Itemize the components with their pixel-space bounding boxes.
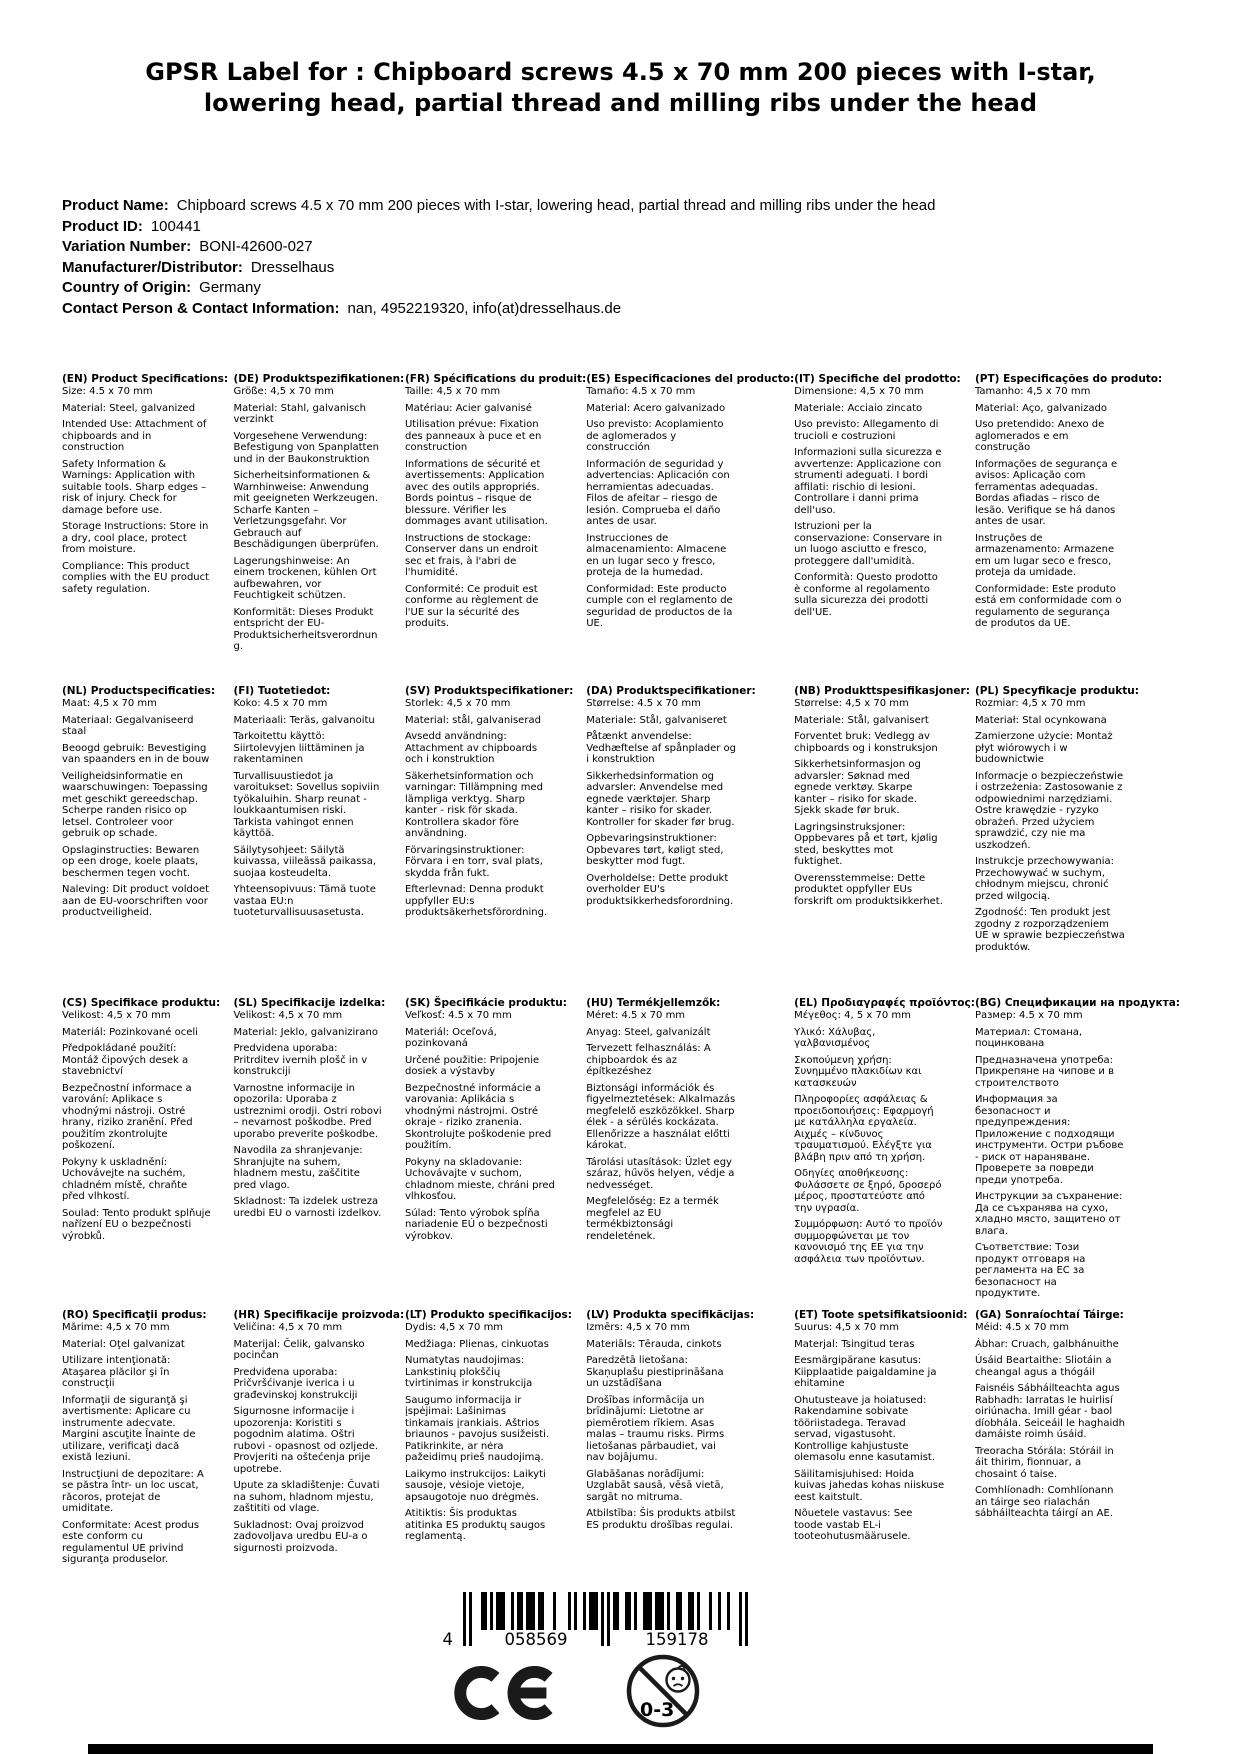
spec-paragraph: Skladnost: Ta izdelek ustreza uredbi EU o varnosti izdelkov. — [233, 1196, 382, 1219]
spec-paragraph: Σκοπούμενη χρήση: Συνημμένο πλακιδίων και κατασκευών — [794, 1054, 922, 1089]
spec-paragraph: Størrelse: 4.5 x 70 mm — [586, 698, 701, 709]
spec-paragraph: Turvallisuustiedot ja varoitukset: Sovellus sopiviin työkaluihin. Sharp reunat - loukkaantumisen riski. Tarkista vahingot ennen käyttöä. — [233, 770, 380, 839]
spec-paragraph: Méid: 4.5 x 70 mm — [974, 1322, 1069, 1333]
spec-header: (SV) Produktspecifikationer: — [404, 685, 574, 697]
spec-block-nb — [794, 685, 975, 997]
spec-paragraph: Drošības informācija un brīdinājumi: Lietotne ar piemērotiem rīkiem. Asas malas – traumu risks. Pirms lietošanas pārbaudiet, vai nav bojājumu. — [586, 1394, 725, 1463]
spec-paragraph: Materiál: Pozinkované oceli — [62, 1026, 198, 1038]
specs-grid — [62, 373, 1180, 1621]
spec-block-da — [586, 685, 794, 997]
spec-block-ga — [975, 1309, 1180, 1621]
spec-paragraph: Conformidad: Este producto cumple con el reglamento de seguridad de productos de la UE. — [586, 583, 733, 629]
spec-paragraph: Tamaño: 4.5 x 70 mm — [586, 386, 696, 397]
country-of-origin-label: Country of Origin: — [62, 279, 192, 296]
spec-header: (ET) Toote spetsifikatsioonid: — [794, 1309, 968, 1321]
spec-paragraph: Laikymo instrukcijos: Laikyti sausoje, vėsioje vietoje, apsaugotoje nuo drėgmės. — [404, 1468, 546, 1503]
spec-paragraph: Conformitate: Acest produs este conform cu regulamentul UE privind siguranţa produselor. — [62, 1519, 200, 1565]
spec-paragraph: Ohutusteave ja hoiatused: Rakendamine sobivate tööriistadega. Teravad servad, vigastusoht. Kontrollige kahjustuste olemasolu enne kasutamist. — [794, 1394, 936, 1463]
spec-paragraph: Materiál: Oceľová, pozinkovaná — [404, 1026, 497, 1049]
spec-paragraph: Bezpečnostné informácie a varovania: Aplikácia s vhodnými nástrojmi. Ostré okraje - riziko zranenia. Skontrolujte poškodenie pred použitím. — [404, 1082, 552, 1151]
spec-header: (PL) Specyfikacje produktu: — [974, 685, 1139, 697]
spec-paragraph: Glabāšanas norādījumi: Uzglabāt sausā, vēsā vietā, sargāt no mitruma. — [586, 1468, 724, 1503]
spec-paragraph: Yhteensopivuus: Tämä tuote vastaa EU:n tuoteturvallisuusasetusta. — [233, 884, 376, 918]
spec-header: (FR) Spécifications du produit: — [404, 373, 587, 385]
spec-header: (SL) Specifikacije izdelka: — [233, 997, 386, 1009]
spec-header: (BG) Спецификации на продукта: — [974, 997, 1180, 1009]
spec-paragraph: Tervezett felhasználás: A chipboardok és az építkezéshez — [586, 1043, 711, 1077]
spec-paragraph: Informazioni sulla sicurezza e avvertenze: Applicazione con strumenti adeguati. I bordi affilati: rischio di lesioni. Controllare i danni prima dell'uso. — [794, 447, 942, 516]
spec-header: (LT) Produkto specifikacijos: — [404, 1309, 572, 1321]
spec-block-ro — [62, 1309, 233, 1621]
spec-paragraph: Izmērs: 4,5 x 70 mm — [586, 1322, 690, 1333]
spec-paragraph: Tárolási utasítások: Üzlet egy száraz, hűvös helyen, védje a nedvességet. — [586, 1156, 735, 1191]
spec-header: (IT) Specifiche del prodotto: — [794, 373, 961, 385]
spec-paragraph: Avsedd användning: Attachment av chipboards och i konstruktion — [404, 731, 538, 765]
spec-paragraph: Overholdelse: Dette produkt overholder EU's produktsikkerhedsforordning. — [586, 872, 734, 907]
spec-paragraph: Informaţii de siguranţă şi avertismente: Aplicare cu instrumente adecvate. Margini ascuţite Înainte de utilizare, verificaţi dacă există leziuni. — [62, 1394, 196, 1463]
spec-paragraph: Инструкции за съхранение: Да се съхранява на сухо, хладно място, защитено от влага. — [974, 1191, 1123, 1237]
spec-paragraph: Conformité: Ce produit est conforme au règlement de l'UE sur la sécurité des produits. — [404, 583, 539, 629]
spec-paragraph: Conformidade: Este produto está em conformidade com o regulamento de segurança de produtos da UE. — [974, 583, 1122, 629]
spec-paragraph: Tamanho: 4,5 x 70 mm — [974, 386, 1091, 397]
spec-paragraph: Materiaali: Teräs, galvanoitu — [233, 714, 375, 726]
spec-paragraph: Säilitamisjuhised: Hoida kuivas jahedas kohas niiskuse eest kaitstult. — [794, 1468, 945, 1503]
product-info-row — [62, 299, 935, 320]
country-of-origin-value: Germany — [199, 279, 261, 296]
spec-paragraph: Upute za skladištenje: Čuvati na suhom, hladnom mjestu, zaštititi od vlage. — [233, 1480, 380, 1514]
age-warning-text: 0-3 — [640, 1699, 675, 1721]
spec-block-pt — [975, 373, 1180, 685]
spec-paragraph: Uso previsto: Allegamento di trucioli e costruzioni — [794, 419, 939, 442]
contact-value: nan, 4952219320, info(at)dresselhaus.de — [347, 299, 622, 317]
spec-paragraph: Overensstemmelse: Dette produktet oppfyller EUs forskrift om produktsikkerhet. — [794, 872, 943, 907]
spec-paragraph: Instrukcje przechowywania: Przechowywać w suchym, chłodnym miejscu, chronić przed wilgocią. — [974, 856, 1115, 902]
spec-header: (RO) Specificaţii produs: — [62, 1309, 207, 1321]
spec-paragraph: Suurus: 4,5 x 70 mm — [794, 1322, 899, 1333]
spec-header: (PT) Especificações do produto: — [974, 373, 1163, 385]
spec-header: (CS) Specifikace produktu: — [62, 997, 221, 1009]
spec-block-lt — [405, 1309, 586, 1621]
spec-paragraph: Storage Instructions: Store in a dry, cool place, protect from moisture. — [62, 521, 209, 555]
spec-block-fi — [233, 685, 405, 997]
spec-header: (DE) Produktspezifikationen: — [233, 373, 405, 385]
spec-paragraph: Instrucţiuni de depozitare: A se păstra într- un loc uscat, răcoros, protejat de umiditate. — [62, 1468, 204, 1514]
spec-paragraph: Opbevaringsinstruktioner: Opbevares tørt, køligt sted, beskytter mod fugt. — [586, 833, 724, 867]
product-info-row — [62, 258, 935, 279]
spec-paragraph: Materijal: Čelik, galvansko pocinčan — [233, 1338, 365, 1361]
spec-block-sk — [405, 997, 586, 1309]
spec-paragraph: Informações de segurança e avisos: Aplicação com ferramentas adequadas. Bordas afiadas – risco de lesão. Verifique se há danos antes de usar. — [974, 458, 1118, 527]
spec-paragraph: Efterlevnad: Denna produkt uppfyller EU:s produktsäkerhetsförordning. — [404, 884, 548, 918]
spec-block-cs — [62, 997, 233, 1309]
spec-paragraph: Materiale: Stål, galvaniseret — [586, 714, 727, 726]
spec-paragraph: Atbilstība: Šis produkts atbilst ES produktu drošības regulai. — [586, 1508, 736, 1531]
spec-header: (EN) Product Specifications: — [62, 373, 229, 385]
spec-paragraph: Información de seguridad y advertencias: Aplicación con herramientas adecuadas. Filos de afeitar – riesgo de lesión. Comprueba el daño antes de usar. — [586, 458, 730, 527]
spec-paragraph: Lagerungshinweise: An einem trockenen, kühlen Ort aufbewahren, vor Feuchtigkeit schützen. — [233, 555, 377, 601]
spec-paragraph: Sukladnost: Ovaj proizvod zadovoljava uredbu EU-a o sigurnosti proizvoda. — [233, 1519, 368, 1554]
spec-paragraph: Taille: 4,5 x 70 mm — [404, 386, 501, 397]
spec-paragraph: Informacje o bezpieczeństwie i ostrzeżenia: Zastosowanie z odpowiednimi narzędziami. Ostre krawędzie - ryzyko obrażeń. Przed użyciem sprawdzić, czy nie ma uszkodzeń. — [974, 770, 1124, 851]
spec-paragraph: Материал: Стомана, поцинкована — [974, 1026, 1083, 1049]
spec-paragraph: Påtænkt anvendelse: Vedhæftelse af spånplader og i konstruktion — [586, 731, 737, 765]
spec-paragraph: Biztonsági információk és figyelmeztetések: Alkalmazás megfelelő eszközökkel. Sharp élek - a sérülés kockázata. Ellenőrizze a használat előtti károkat. — [586, 1082, 736, 1151]
spec-paragraph: Instructions de stockage: Conserver dans un endroit sec et frais, à l'abri de l'humidité. — [404, 532, 538, 578]
spec-paragraph: Lagringsinstruksjoner: Oppbevares på et tørt, kjølig sted, beskyttes mot fuktighet. — [794, 821, 938, 867]
barcode-right-digits: 159178 — [645, 1630, 709, 1649]
spec-header: (HR) Specifikacije proizvoda: — [233, 1309, 405, 1321]
spec-paragraph: Utilisation prévue: Fixation des panneaux à puce et en construction — [404, 419, 542, 453]
spec-paragraph: Safety Information & Warnings: Application with suitable tools. Sharp edges – risk of injury. Check for damage before use. — [62, 458, 207, 516]
spec-paragraph: Größe: 4,5 x 70 mm — [233, 386, 334, 397]
spec-paragraph: Sigurnosne informacije i upozorenja: Koristiti s pogodnim alatima. Oštri rubovi - opasnost od ozljede. Provjeriti na oštećenja prije upotrebe. — [233, 1406, 379, 1475]
spec-paragraph: Предназначена употреба: Прикрепяне на чипове и в строителството — [974, 1054, 1114, 1089]
spec-block-lv — [586, 1309, 794, 1621]
spec-paragraph: Velikost: 4,5 x 70 mm — [233, 1010, 343, 1021]
spec-paragraph: Predvidena uporaba: Pritrditev ivernih plošč in v konstrukciji — [233, 1043, 368, 1077]
product-id-value: 100441 — [150, 217, 201, 235]
spec-paragraph: Dimensione: 4,5 x 70 mm — [794, 386, 924, 397]
spec-paragraph: Konformität: Dieses Produkt entspricht der EU-Produktsicherheitsverordnung. — [233, 606, 378, 652]
spec-paragraph: Sikkerhedsinformation og advarsler: Anvendelse med egnede værktøjer. Sharp kanter – risiko for skader. Kontroller for skader før brug. — [586, 770, 735, 828]
variation-number-value: BONI-42600-027 — [199, 238, 313, 255]
spec-paragraph: Opslaginstructies: Bewaren op een droge, koele plaats, beschermen tegen vocht. — [62, 844, 200, 879]
spec-paragraph: Saugumo informacija ir įspėjimai: Lašinimas tinkamais įrankiais. Aštrios briaunos - pavojus susižeisti. Patikrinkite, ar nėra pažeidimų prieš naudojimą. — [404, 1394, 550, 1463]
spec-block-pl — [975, 685, 1180, 997]
spec-paragraph: Varnostne informacije in opozorila: Uporaba z ustreznimi orodji. Ostri robovi – nevarnost poškodbe. Pred uporabo preverite poškodbe. — [233, 1082, 382, 1140]
spec-paragraph: Materiaal: Gegalvaniseerd staal — [62, 714, 194, 737]
spec-paragraph: Veľkosť: 4.5 x 70 mm — [404, 1010, 512, 1021]
spec-paragraph: Rozmiar: 4,5 x 70 mm — [974, 698, 1086, 709]
spec-paragraph: Paredzētā lietošana: Skaņuplašu piestiprināšana un uzstādīšana — [586, 1355, 724, 1389]
spec-paragraph: Materiale: Stål, galvanisert — [794, 714, 929, 726]
spec-paragraph: Atitiktis: Šis produktas atitinka ES produktų saugos reglamentą. — [404, 1508, 546, 1542]
spec-block-hr — [233, 1309, 405, 1621]
product-info-row — [62, 278, 935, 299]
spec-paragraph: Predviđena uporaba: Pričvršćivanje iverica i u građevinskoj konstrukciji — [233, 1366, 358, 1401]
spec-paragraph: Size: 4.5 x 70 mm — [62, 386, 153, 397]
spec-paragraph: Bezpečnostní informace a varování: Aplikace s vhodnými nástroji. Ostré hrany, riziko zranění. Před použitím zkontrolujte poškození. — [62, 1082, 193, 1151]
product-info-row — [62, 237, 935, 258]
spec-paragraph: Material: stål, galvaniserad — [404, 714, 541, 726]
spec-paragraph: Conformità: Questo prodotto è conforme al regolamento sulla sicurezza dei prodotti dell'UE. — [794, 572, 938, 618]
spec-header: (GA) Sonraíochtaí Táirge: — [974, 1309, 1124, 1321]
manufacturer-label: Manufacturer/Distributor: — [62, 258, 243, 276]
ce-mark-icon — [452, 1660, 562, 1726]
spec-paragraph: Předpokládané použití: Montáž čipových desek a stavebnictví — [62, 1043, 189, 1077]
spec-header: (SK) Špecifikácie produktu: — [404, 997, 567, 1009]
spec-header: (FI) Tuotetiedot: — [233, 685, 331, 697]
spec-block-sv — [405, 685, 586, 997]
product-info-row — [62, 196, 935, 217]
spec-paragraph: Intended Use: Attachment of chipboards and in construction — [62, 419, 207, 453]
spec-header: (NB) Produkttspesifikasjoner: — [794, 685, 970, 697]
spec-paragraph: Material: Jeklo, galvanizirano — [233, 1026, 378, 1038]
spec-paragraph: Størrelse: 4,5 x 70 mm — [794, 698, 909, 709]
spec-paragraph: Maat: 4,5 x 70 mm — [62, 698, 157, 709]
spec-paragraph: Materiał: Stal ocynkowana — [974, 714, 1107, 726]
spec-paragraph: Instrucciones de almacenamiento: Almacene en un lugar seco y fresco, proteja de la humedad. — [586, 532, 727, 578]
spec-block-nl — [62, 685, 233, 997]
spec-header: (EL) Προδιαγραφές προϊόντος: — [794, 997, 975, 1009]
spec-paragraph: Μέγεθος: 4, 5 x 70 mm — [794, 1010, 911, 1021]
spec-block-en — [62, 373, 233, 685]
spec-paragraph: Numatytas naudojimas: Lankstinių plokščių tvirtinimas ir konstrukcija — [404, 1355, 533, 1389]
page-title: GPSR Label for : Chipboard screws 4.5 x 70 mm 200 pieces with I-star, lowering head, partial thread and milling ribs under the head — [145, 58, 1096, 117]
spec-paragraph: Uso pretendido: Anexo de aglomerados e em construção — [974, 419, 1105, 453]
spec-paragraph: Matériau: Acier galvanisé — [404, 402, 532, 414]
spec-paragraph: Sicherheitsinformationen & Warnhinweise: Anwendung mit geeigneten Werkzeugen. Scharfe Kanten – Verletzungsgefahr. Vor Gebrauch auf Beschädigungen überprüfen. — [233, 470, 379, 550]
spec-header: (DA) Produktspecifikationer: — [586, 685, 756, 697]
barcode-left-digits: 058569 — [504, 1630, 568, 1649]
spec-paragraph: Materiāls: Tērauda, cinkots — [586, 1338, 722, 1350]
product-info-row — [62, 217, 935, 238]
contact-label: Contact Person & Contact Information: — [62, 299, 340, 317]
spec-paragraph: Naleving: Dit product voldoet aan de EU-voorschriften voor productveiligheid. — [62, 884, 210, 918]
spec-paragraph: Съответствие: Този продукт отговаря на регламента на ЕС за безопасност на продуктите. — [974, 1242, 1086, 1299]
product-id-label: Product ID: — [62, 217, 143, 235]
spec-paragraph: Säkerhetsinformation och varningar: Tillämpning med lämpliga verktyg. Sharp kanter - risk för skada. Kontrollera skador före användning. — [404, 770, 543, 839]
spec-block-sl — [233, 997, 405, 1309]
spec-paragraph: Anyag: Steel, galvanizált — [586, 1026, 711, 1038]
spec-paragraph: Размер: 4.5 x 70 mm — [974, 1010, 1083, 1021]
spec-paragraph: Dydis: 4,5 x 70 mm — [404, 1322, 504, 1333]
spec-paragraph: Comhlíonadh: Comhlíonann an táirge seo rialachán sábháilteachta táirgí an AE. — [974, 1485, 1114, 1519]
spec-paragraph: Ábhar: Cruach, galbhánuithe — [974, 1338, 1119, 1350]
spec-block-et — [794, 1309, 975, 1621]
spec-paragraph: Material: Acero galvanizado — [586, 402, 726, 414]
spec-paragraph: Materjal: Tsingitud teras — [794, 1338, 915, 1350]
spec-header: (HU) Termékjellemzők: — [586, 997, 721, 1009]
spec-block-hu — [586, 997, 794, 1309]
product-name-label: Product Name: — [62, 197, 169, 214]
spec-paragraph: Material: Oţel galvanizat — [62, 1338, 185, 1350]
spec-paragraph: Beoogd gebruik: Bevestiging van spaanders en in de bouw — [62, 742, 210, 765]
spec-block-bg — [975, 997, 1180, 1309]
spec-block-it — [794, 373, 975, 685]
spec-paragraph: Velikost: 4,5 x 70 mm — [62, 1010, 171, 1021]
spec-paragraph: Uso previsto: Acoplamiento de aglomerados y construcción — [586, 419, 724, 453]
product-info — [62, 196, 935, 319]
spec-paragraph: Zgodność: Ten produkt jest zgodny z rozporządzeniem UE w sprawie bezpieczeństwa produktów. — [974, 907, 1125, 953]
spec-paragraph: Medžiaga: Plienas, cinkuotas — [404, 1338, 549, 1350]
barcode — [433, 1592, 763, 1652]
spec-paragraph: Material: Stahl, galvanisch verzinkt — [233, 402, 366, 425]
spec-paragraph: Utilizare intenţionată: Ataşarea plăcilor şi în construcţii — [62, 1355, 171, 1389]
spec-paragraph: Material: Steel, galvanized — [62, 402, 196, 414]
spec-paragraph: Sikkerhetsinformasjon og advarsler: Søknad med egnede verktøy. Skarpe kanter – risiko for skade. Sjekk skade før bruk. — [794, 759, 921, 816]
spec-block-de — [233, 373, 405, 685]
spec-header: (NL) Productspecificaties: — [62, 685, 216, 697]
spec-paragraph: Súlad: Tento výrobok spĺňa nariadenie EÚ o bezpečnosti výrobkov. — [404, 1207, 548, 1242]
spec-paragraph: Информация за безопасност и предупреждения: Приложение с подходящи инструменти. Остри ръбове - риск от нараняване. Проверете за повреди преди употреба. — [974, 1094, 1124, 1186]
spec-paragraph: Συμμόρφωση: Αυτό το προϊόν συμμορφώνεται με τον κανονισμό της ΕΕ για την ασφάλεια των προϊόντων. — [794, 1219, 943, 1265]
spec-paragraph: Nõuetele vastavus: See toode vastab EL-i tooteohutusmäärusele. — [794, 1508, 913, 1542]
spec-paragraph: Zamierzone użycie: Montaż płyt wiórowych i w budownictwie — [974, 731, 1113, 765]
barcode-prefix-digit: 4 — [442, 1630, 453, 1649]
spec-paragraph: Navodila za shranjevanje: Shranjujte na suhem, hladnem mestu, zaščitite pred vlago. — [233, 1145, 363, 1191]
spec-paragraph: Vorgesehene Verwendung: Befestigung von Spanplatten und in der Baukonstruktion — [233, 430, 379, 465]
spec-paragraph: Förvaringsinstruktioner: Förvara i en torr, sval plats, skydda från fukt. — [404, 844, 543, 879]
spec-paragraph: Οδηγίες αποθήκευσης: Φυλάσσετε σε ξηρό, δροσερό μέρος, προστατεύστε από την υγρασία. — [794, 1168, 942, 1214]
spec-paragraph: Informations de sécurité et avertissements: Application avec des outils appropriés. Bords pointus – risque de blessure. Vérifier les dommages avant utilisation. — [404, 458, 548, 527]
spec-paragraph: Πληροφορίες ασφάλειας & προειδοποιήσεις: Εφαρμογή με κατάλληλα εργαλεία. Αιχμές – κίνδυνος τραυματισμού. Ελέγξτε για βλάβη πριν από τη χρήση. — [794, 1094, 934, 1163]
spec-paragraph: Υλικό: Χάλυβας, γαλβανισμένος — [794, 1026, 876, 1049]
spec-paragraph: Säilytysohjeet: Säilytä kuivassa, viileässä paikassa, suojaa kosteudelta. — [233, 844, 377, 879]
baby-face-icon — [667, 1666, 690, 1692]
spec-paragraph: Mărime: 4,5 x 70 mm — [62, 1322, 170, 1333]
spec-paragraph: Veiligheidsinformatie en waarschuwingen: Toepassing met geschikt gereedschap. Scherpe randen risico op letsel. Controleer voor gebruik op schade. — [62, 770, 208, 839]
spec-paragraph: Pokyny na skladovanie: Uchovávajte v suchom, chladnom mieste, chráni pred vlhkosťou. — [404, 1156, 555, 1202]
spec-paragraph: Storlek: 4,5 x 70 mm — [404, 698, 511, 709]
age-warning-icon — [624, 1652, 702, 1730]
spec-header: (ES) Especificaciones del producto: — [586, 373, 795, 385]
spec-paragraph: Forventet bruk: Vedlegg av chipboards og i konstruksjon — [794, 731, 938, 754]
spec-paragraph: Koko: 4.5 x 70 mm — [233, 698, 328, 709]
spec-paragraph: Compliance: This product complies with the EU product safety regulation. — [62, 560, 210, 595]
spec-paragraph: Material: Aço, galvanizado — [974, 402, 1108, 414]
spec-paragraph: Materiale: Acciaio zincato — [794, 402, 923, 414]
spec-block-es — [586, 373, 794, 685]
spec-block-fr — [405, 373, 586, 685]
variation-number-label: Variation Number: — [62, 238, 192, 255]
spec-paragraph: Megfelelőség: Ez a termék megfelel az EU termékbiztonsági rendeletének. — [586, 1196, 719, 1242]
spec-paragraph: Soulad: Tento produkt splňuje nařízení EU o bezpečnosti výrobků. — [62, 1207, 211, 1242]
spec-paragraph: Tarkoitettu käyttö: Siirtolevyjen liittäminen ja rakentaminen — [233, 731, 365, 765]
spec-block-el — [794, 997, 975, 1309]
spec-paragraph: Pokyny k uskladnění: Uchovávejte na suchém, chladném místě, chraňte před vlhkostí. — [62, 1156, 188, 1202]
spec-paragraph: Eesmärgipärane kasutus: Kiipplaatide paigaldamine ja ehitamine — [794, 1355, 937, 1389]
bottom-border — [88, 1744, 1153, 1754]
spec-paragraph: Méret: 4.5 x 70 mm — [586, 1010, 686, 1021]
spec-paragraph: Istruzioni per la conservazione: Conservare in un luogo asciutto e fresco, proteggere dall'umidità. — [794, 521, 943, 567]
spec-header: (LV) Produkta specifikācijas: — [586, 1309, 755, 1321]
spec-paragraph: Určené použitie: Pripojenie dosiek a výstavby — [404, 1054, 540, 1077]
spec-paragraph: Instruções de armazenamento: Armazene em um lugar seco e fresco, proteja da umidade. — [974, 532, 1115, 578]
spec-paragraph: Úsáid Beartaithe: Sliotáin a cheangal agus a thógáil — [974, 1355, 1112, 1378]
product-name-value: Chipboard screws 4.5 x 70 mm 200 pieces with I-star, lowering head, partial thread and milling ribs under the head — [176, 197, 936, 214]
spec-paragraph: Veličina: 4,5 x 70 mm — [233, 1322, 343, 1333]
manufacturer-value: Dresselhaus — [250, 258, 335, 276]
spec-paragraph: Faisnéis Sábháilteachta agus Rabhadh: Iarratas le huirlisí oiriúnacha. Imill géar - baol díobhála. Seiceáil le haghaidh damáiste roimh úsáid. — [974, 1383, 1125, 1440]
spec-paragraph: Treoracha Stórála: Stóráil in áit thirim, fionnuar, a chosaint ó taise. — [974, 1445, 1114, 1480]
